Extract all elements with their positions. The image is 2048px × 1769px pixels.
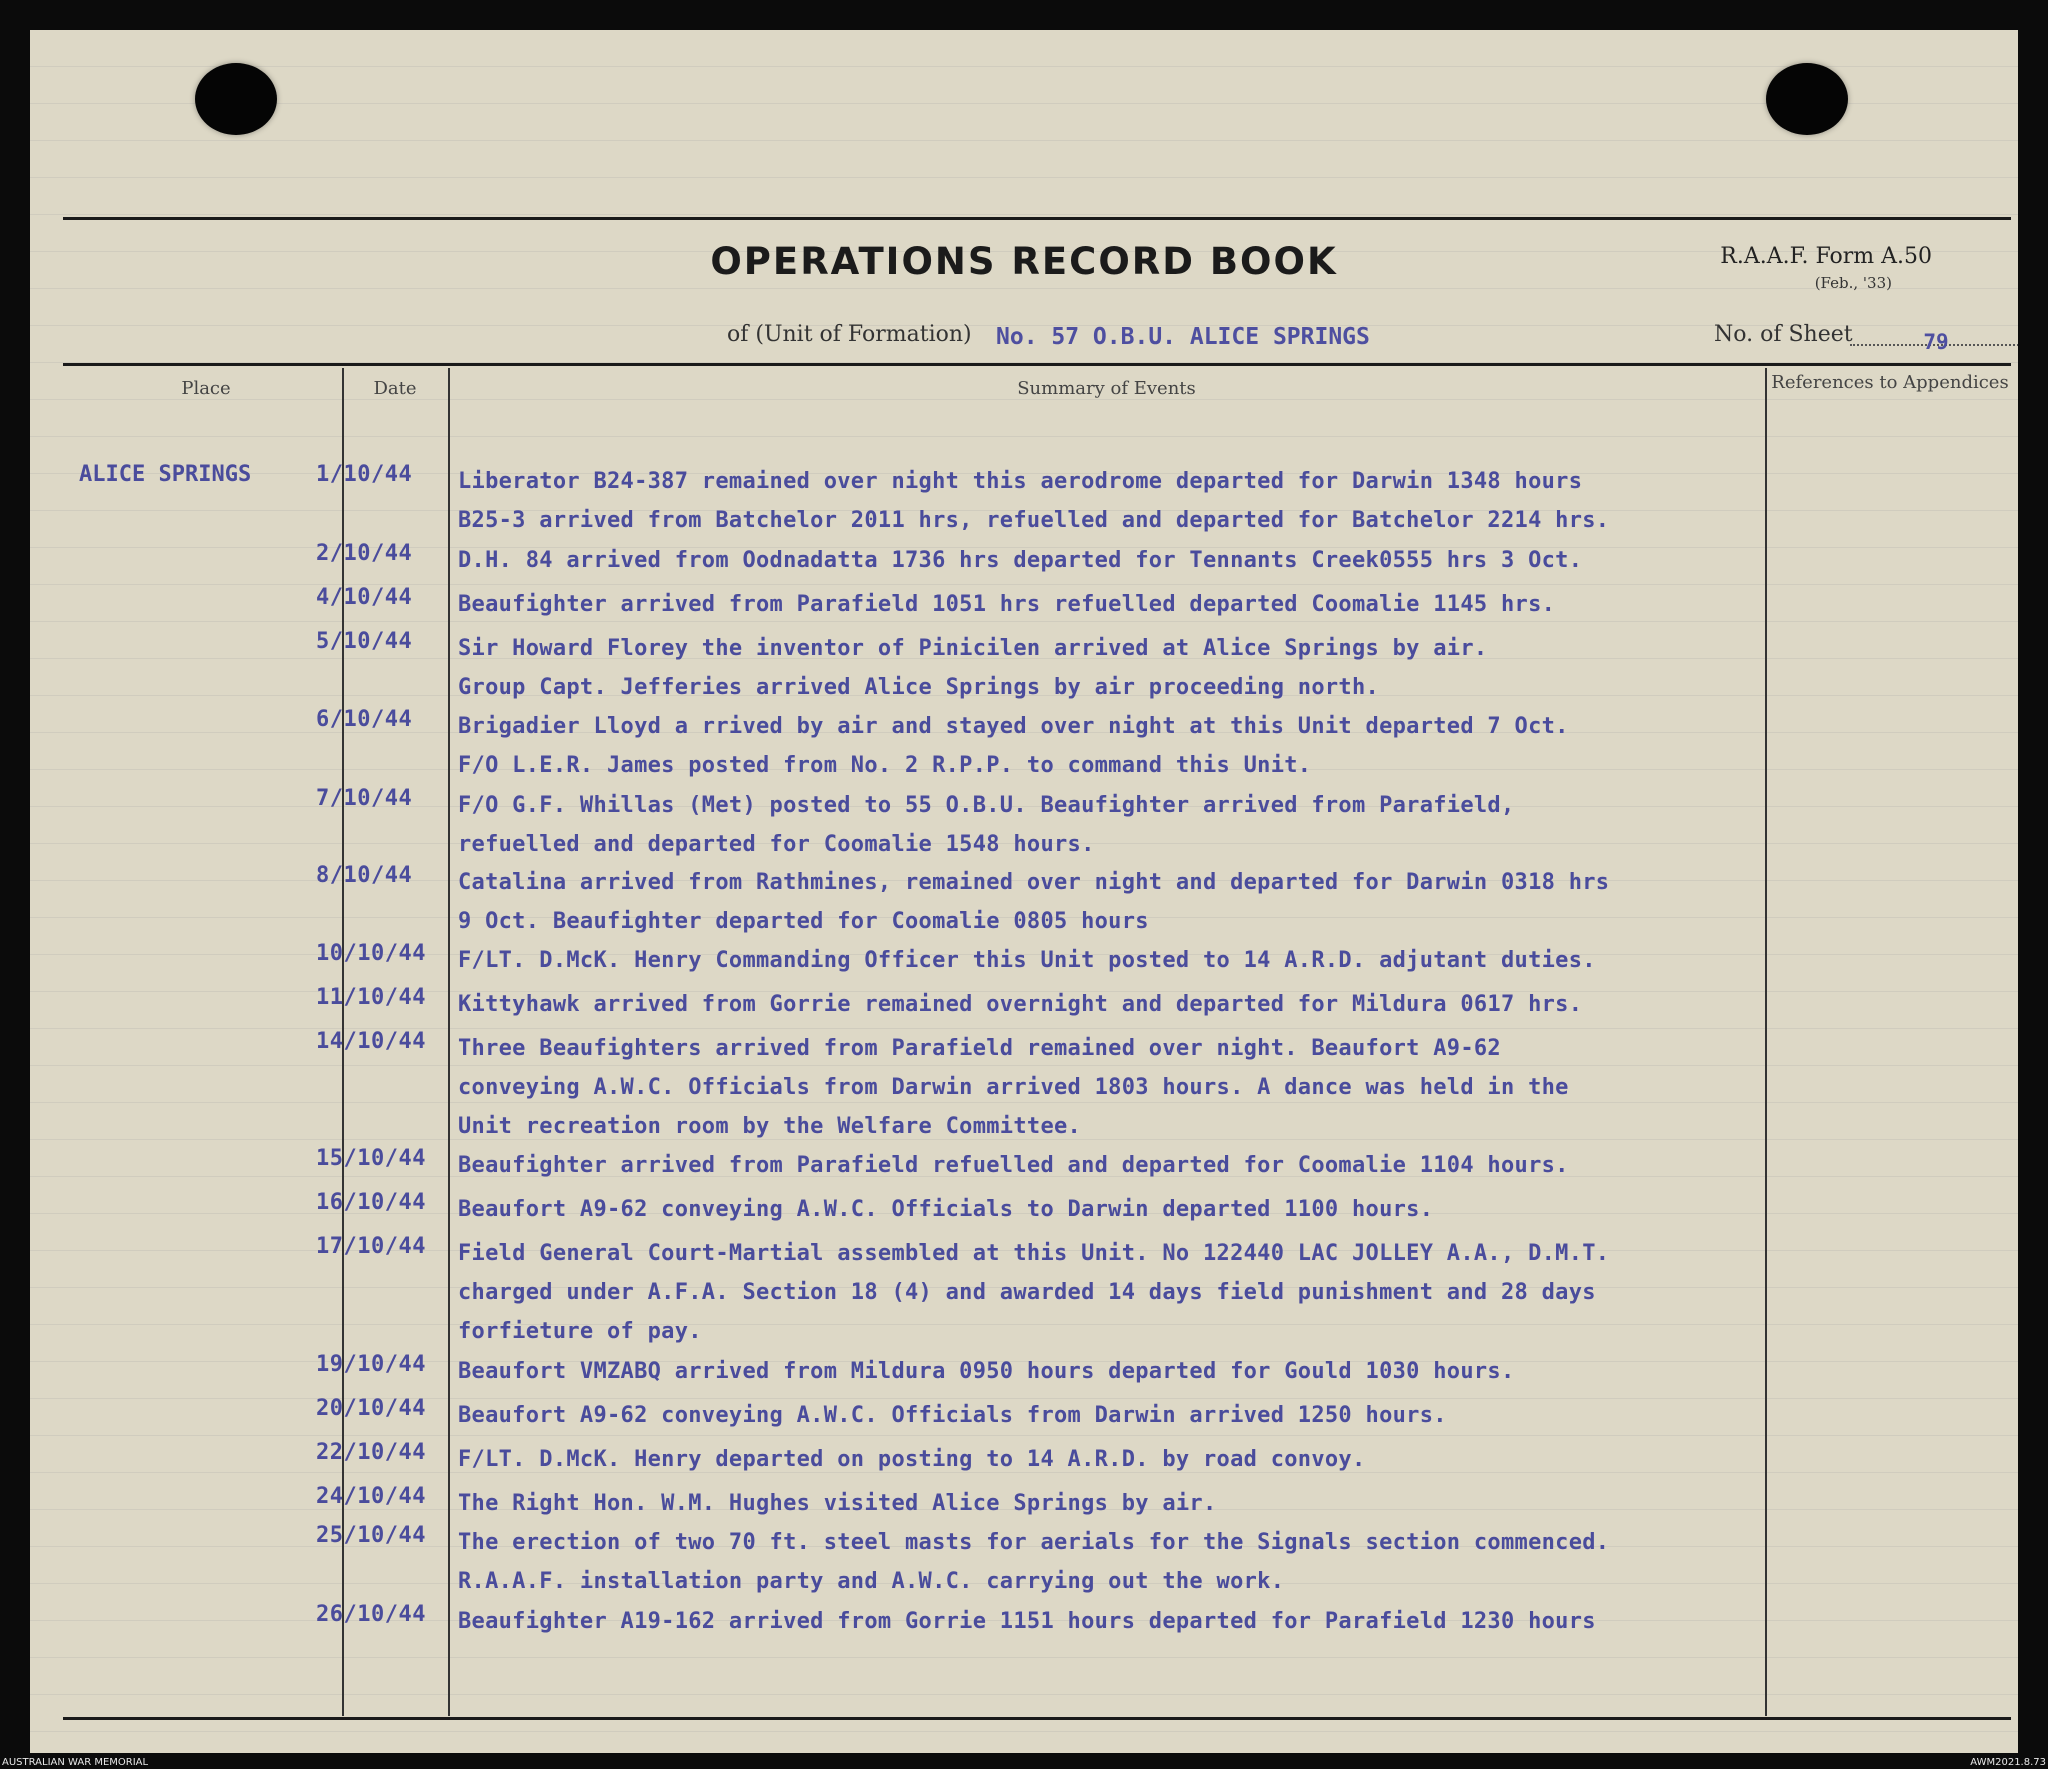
entry-summary-line: Beaufighter arrived from Parafield 1051 hrs refuelled departed Coomalie 1145 hrs. bbox=[458, 592, 1556, 617]
entry-date: 17/10/44 bbox=[316, 1234, 426, 1259]
entry-summary-line: D.H. 84 arrived from Oodnadatta 1736 hrs departed for Tennants Creek0555 hrs 3 Oct. bbox=[458, 548, 1583, 573]
entry-summary-line: forfieture of pay. bbox=[458, 1319, 702, 1344]
entry-summary bbox=[458, 1352, 1778, 1391]
entry-summary bbox=[458, 863, 1778, 941]
unit-value: No. 57 O.B.U. ALICE SPRINGS bbox=[996, 324, 1370, 350]
entry-summary bbox=[458, 1234, 1778, 1351]
entry-date: 16/10/44 bbox=[316, 1190, 426, 1215]
entry-summary bbox=[458, 1602, 1778, 1641]
footer-accession-number: AWM2021.8.73 bbox=[1970, 1757, 2046, 1768]
entry-date: 10/10/44 bbox=[316, 941, 426, 966]
entry-summary-line: F/LT. D.McK. Henry Commanding Officer this Unit posted to 14 A.R.D. adjutant duties. bbox=[458, 948, 1596, 973]
bottom-rule bbox=[63, 1717, 2011, 1720]
unit-label: of (Unit of Formation) bbox=[727, 322, 972, 347]
entry-summary-line: Unit recreation room by the Welfare Committee. bbox=[458, 1114, 1082, 1139]
entry-summary-line: R.A.A.F. installation party and A.W.C. carrying out the work. bbox=[458, 1569, 1285, 1594]
entry-date: 19/10/44 bbox=[316, 1352, 426, 1377]
entry-summary-line: F/LT. D.McK. Henry departed on posting to 14 A.R.D. by road convoy. bbox=[458, 1447, 1366, 1472]
entry-summary-line: Catalina arrived from Rathmines, remained over night and departed for Darwin 0318 hrs bbox=[458, 870, 1610, 895]
column-header-references: References to Appendices bbox=[1771, 372, 2009, 393]
column-header-place: Place bbox=[181, 378, 231, 399]
form-date: (Feb., '33) bbox=[1814, 274, 1892, 292]
entry-summary-line: The erection of two 70 ft. steel masts for aerials for the Signals section commenced. bbox=[458, 1530, 1610, 1555]
entry-summary-line: Beaufort VMZABQ arrived from Mildura 0950 hours departed for Gould 1030 hours. bbox=[458, 1359, 1515, 1384]
entry-date: 26/10/44 bbox=[316, 1602, 426, 1627]
footer-credit: AUSTRALIAN WAR MEMORIAL bbox=[2, 1757, 149, 1768]
entry-date: 22/10/44 bbox=[316, 1440, 426, 1465]
entry-date: 5/10/44 bbox=[316, 629, 413, 654]
entry-summary-line: Liberator B24-387 remained over night this aerodrome departed for Darwin 1348 hours bbox=[458, 469, 1583, 494]
entry-date: 25/10/44 bbox=[316, 1523, 426, 1548]
entry-date: 14/10/44 bbox=[316, 1029, 426, 1054]
column-divider-date bbox=[448, 368, 450, 1716]
entry-summary-line: The Right Hon. W.M. Hughes visited Alice Springs by air. bbox=[458, 1491, 1217, 1516]
entry-summary bbox=[458, 541, 1778, 580]
entry-summary-line: 9 Oct. Beaufighter departed for Coomalie 0805 hours bbox=[458, 909, 1149, 934]
entry-summary bbox=[458, 941, 1778, 980]
column-header-summary: Summary of Events bbox=[1017, 378, 1196, 399]
top-rule bbox=[63, 217, 2011, 220]
column-header-date: Date bbox=[373, 378, 417, 399]
entry-date: 11/10/44 bbox=[316, 985, 426, 1010]
sheet-number-value: 79 bbox=[1923, 330, 1949, 354]
entry-summary bbox=[458, 985, 1778, 1024]
entry-summary bbox=[458, 707, 1778, 785]
entry-summary-line: F/O L.E.R. James posted from No. 2 R.P.P. to command this Unit. bbox=[458, 753, 1312, 778]
entry-summary bbox=[458, 462, 1778, 540]
page-title: OPERATIONS RECORD BOOK bbox=[710, 240, 1338, 283]
sheet-number-label: No. of Sheet bbox=[1714, 322, 1853, 347]
entry-place: ALICE SPRINGS bbox=[79, 462, 252, 487]
punch-hole-right bbox=[1766, 63, 1848, 135]
punch-hole-left bbox=[195, 63, 277, 135]
entry-summary bbox=[458, 629, 1778, 707]
entry-date: 1/10/44 bbox=[316, 462, 413, 487]
entry-summary bbox=[458, 786, 1778, 864]
entry-summary-line: Beaufighter arrived from Parafield refuelled and departed for Coomalie 1104 hours. bbox=[458, 1153, 1569, 1178]
entry-date: 15/10/44 bbox=[316, 1146, 426, 1171]
entry-summary-line: Sir Howard Florey the inventor of Pinicilen arrived at Alice Springs by air. bbox=[458, 636, 1488, 661]
entry-summary-line: Group Capt. Jefferies arrived Alice Springs by air proceeding north. bbox=[458, 675, 1380, 700]
entry-summary bbox=[458, 585, 1778, 624]
record-sheet bbox=[30, 30, 2018, 1753]
entry-date: 20/10/44 bbox=[316, 1396, 426, 1421]
entry-summary-line: Beaufort A9-62 conveying A.W.C. Officials from Darwin arrived 1250 hours. bbox=[458, 1403, 1447, 1428]
entry-summary bbox=[458, 1190, 1778, 1229]
header-rule bbox=[63, 363, 2011, 366]
entry-summary bbox=[458, 1523, 1778, 1601]
entry-summary-line: Kittyhawk arrived from Gorrie remained overnight and departed for Mildura 0617 hrs. bbox=[458, 992, 1583, 1017]
entry-summary-line: Beaufighter A19-162 arrived from Gorrie 1151 hours departed for Parafield 1230 hours bbox=[458, 1609, 1596, 1634]
entry-date: 6/10/44 bbox=[316, 707, 413, 732]
entry-date: 2/10/44 bbox=[316, 541, 413, 566]
entry-date: 8/10/44 bbox=[316, 863, 413, 888]
entry-summary-line: Brigadier Lloyd a rrived by air and stayed over night at this Unit departed 7 Oct. bbox=[458, 714, 1569, 739]
entry-summary-line: B25-3 arrived from Batchelor 2011 hrs, refuelled and departed for Batchelor 2214 hrs. bbox=[458, 508, 1610, 533]
entry-date: 7/10/44 bbox=[316, 786, 413, 811]
entry-summary bbox=[458, 1484, 1778, 1523]
entry-summary bbox=[458, 1029, 1778, 1146]
entry-summary-line: conveying A.W.C. Officials from Darwin arrived 1803 hours. A dance was held in the bbox=[458, 1075, 1569, 1100]
entry-summary bbox=[458, 1146, 1778, 1185]
entry-date: 24/10/44 bbox=[316, 1484, 426, 1509]
entry-summary bbox=[458, 1440, 1778, 1479]
entry-summary-line: refuelled and departed for Coomalie 1548 hours. bbox=[458, 832, 1095, 857]
entry-date: 4/10/44 bbox=[316, 585, 413, 610]
entry-summary-line: Three Beaufighters arrived from Parafield remained over night. Beaufort A9-62 bbox=[458, 1036, 1501, 1061]
entry-summary-line: F/O G.F. Whillas (Met) posted to 55 O.B.U. Beaufighter arrived from Parafield, bbox=[458, 793, 1515, 818]
entry-summary bbox=[458, 1396, 1778, 1435]
entry-summary-line: charged under A.F.A. Section 18 (4) and awarded 14 days field punishment and 28 days bbox=[458, 1280, 1596, 1305]
entry-summary-line: Field General Court-Martial assembled at this Unit. No 122440 LAC JOLLEY A.A., D.M.T. bbox=[458, 1241, 1610, 1266]
form-reference: R.A.A.F. Form A.50 bbox=[1720, 244, 1932, 269]
entry-summary-line: Beaufort A9-62 conveying A.W.C. Officials to Darwin departed 1100 hours. bbox=[458, 1197, 1434, 1222]
